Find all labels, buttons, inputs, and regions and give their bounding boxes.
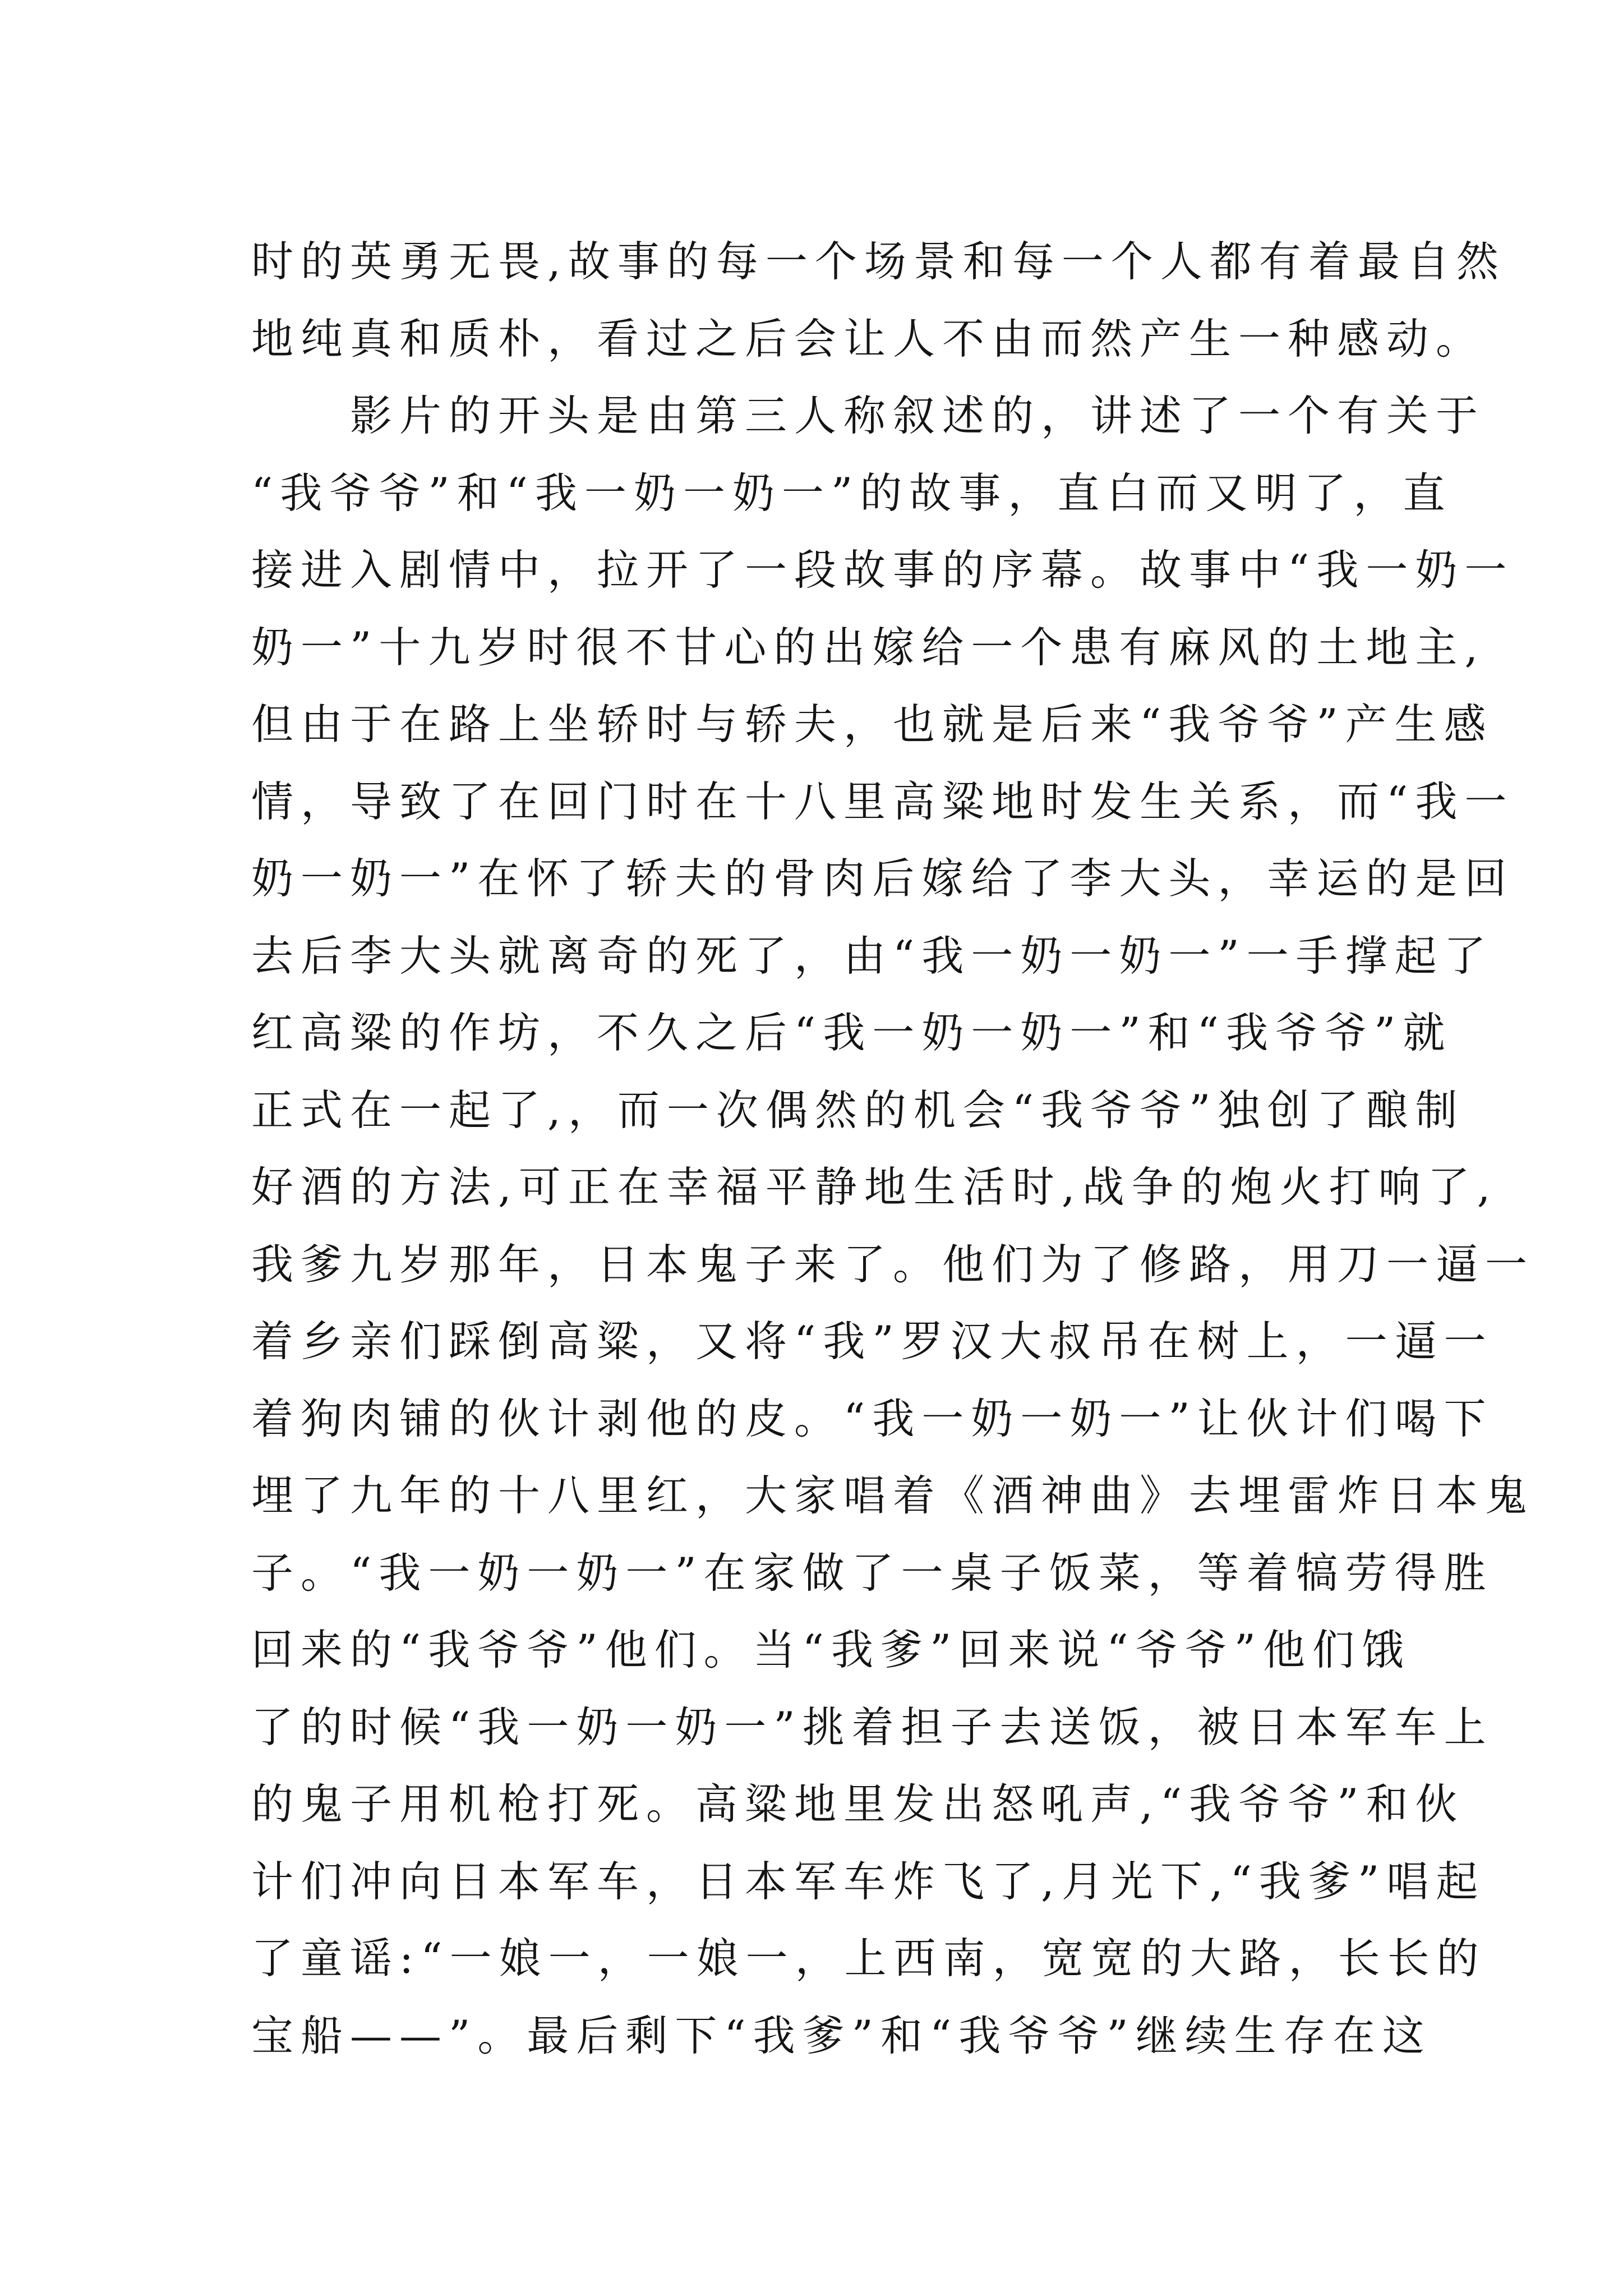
- text-line: 时的英勇无畏,故事的每一个场景和每一个人都有着最自然: [251, 237, 1506, 286]
- text-line: 但由于在路上坐轿时与轿夫，也就是后来“我爷爷”产生感: [251, 700, 1493, 749]
- text-line: 红高粱的作坊，不久之后“我一奶一奶一”和“我爷爷”就: [251, 1008, 1453, 1057]
- text-line: 去后李大头就离奇的死了，由“我一奶一奶一”一手撑起了: [251, 931, 1493, 981]
- text-line: 的鬼子用机枪打死。高粱地里发出怒吼声,“我爷爷”和伙: [251, 1779, 1465, 1829]
- text-line: 着乡亲们踩倒高粱，又将“我”罗汉大叔吊在树上，一逼一: [251, 1317, 1493, 1366]
- text-line: 奶一奶一”在怀了轿夫的骨肉后嫁给了李大头，幸运的是回: [251, 854, 1514, 903]
- text-line: 着狗肉铺的伙计剥他的皮。“我一奶一奶一”让伙计们喝下: [251, 1393, 1493, 1443]
- text-line: “我爷爷”和“我一奶一奶一”的故事，直白而又明了，直: [251, 468, 1453, 518]
- text-line: 奶一”十九岁时很不甘心的出嫁给一个患有麻风的土地主,: [251, 622, 1486, 672]
- text-line: 了的时候“我一奶一奶一”挑着担子去送饭，被日本军车上: [251, 1702, 1493, 1752]
- text-line: 正式在一起了,，而一次偶然的机会“我爷爷”独创了酿制: [251, 1085, 1465, 1135]
- paragraph-start-line: 影片的开头是由第三人称叙述的，讲述了一个有关于: [350, 391, 1486, 440]
- text-line: 回来的“我爷爷”他们。当“我爹”回来说“爷爷”他们饿: [251, 1625, 1412, 1674]
- text-line: 埋了九年的十八里红，大家唱着《酒神曲》去埋雷炸日本鬼: [251, 1471, 1535, 1520]
- text-line: 情，导致了在回门时在十八里高粱地时发生关系，而“我一: [251, 776, 1514, 826]
- text-line: 接进入剧情中，拉开了一段故事的序幕。故事中“我一奶一: [251, 545, 1514, 595]
- text-line: 好酒的方法,可正在幸福平静地生活时,战争的炮火打响了,: [251, 1162, 1498, 1212]
- text-line: 子。“我一奶一奶一”在家做了一桌子饭菜，等着犒劳得胜: [251, 1548, 1493, 1598]
- text-line: 宝船——”。最后剩下“我爹”和“我爷爷”继续生存在这: [251, 2010, 1432, 2060]
- text-line: 计们冲向日本军车，日本军车炸飞了,月光下,“我爹”唱起: [251, 1856, 1486, 1906]
- text-line: 了童谣:“一娘一，一娘一，上西南，宽宽的大路，长长的: [251, 1934, 1486, 1983]
- text-line: 我爹九岁那年，日本鬼子来了。他们为了修路，用刀一逼一: [251, 1239, 1535, 1289]
- text-line: 地纯真和质朴，看过之后会让人不由而然产生一种感动。: [251, 314, 1486, 364]
- document-page: [251, 223, 1535, 2074]
